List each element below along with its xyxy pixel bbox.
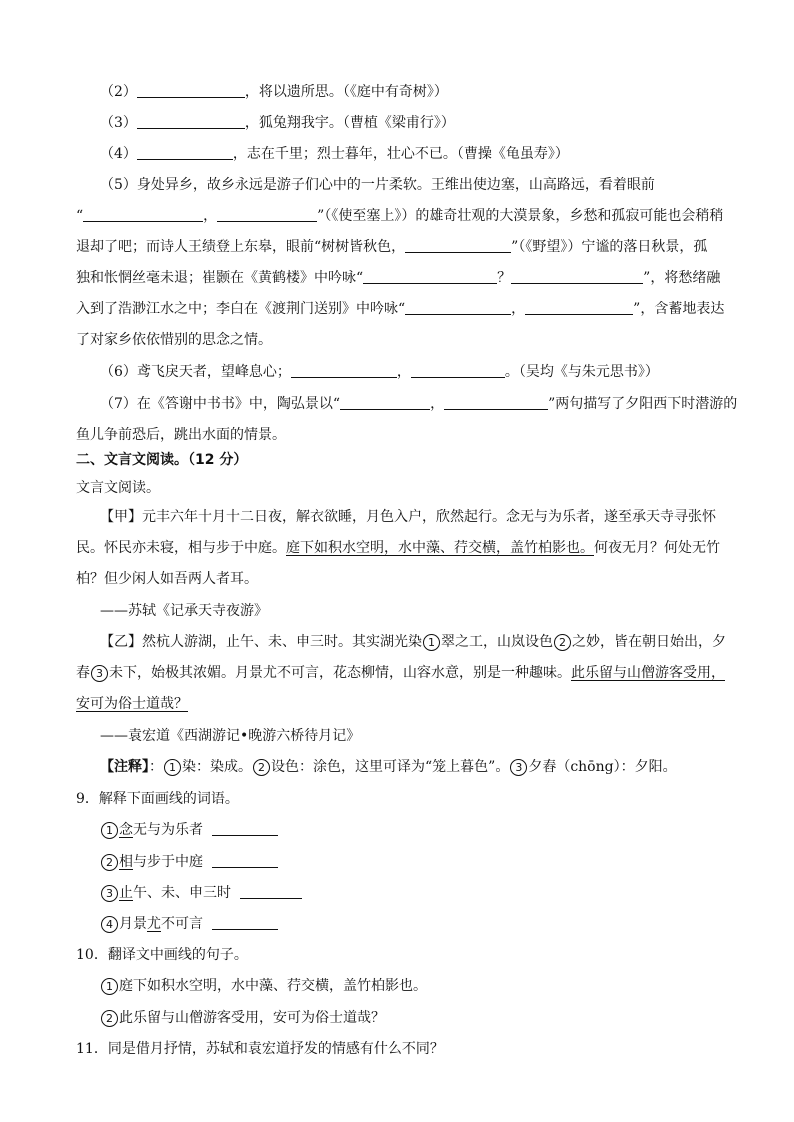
passage-text: 未下，始极其浓媚。月景尤不可言，花态柳情，山容水意，别是一种趣味。 (109, 665, 571, 681)
passage-text: 何夜无月？何处无竹 (594, 540, 720, 556)
answer-blank[interactable] (137, 144, 233, 160)
q8-item-5-line2 (76, 206, 723, 226)
passage-yi-line1 (100, 632, 726, 652)
circled-number: 1 (423, 634, 440, 651)
passage-jia-line1 (100, 507, 716, 527)
note-text: 夕舂（chōng）：夕阳。 (528, 759, 677, 775)
item-text: ，将以遗所思。（《庭中有奇树》） (244, 84, 448, 100)
q9-item-4 (100, 914, 278, 934)
item-number: （3） (100, 115, 137, 131)
q11-title: 11．同是借月抒情，苏轼和袁宏道抒发的情感有什么不同？ (76, 1041, 444, 1057)
answer-blank[interactable] (411, 362, 505, 378)
q8-item-3 (100, 113, 455, 133)
q8-item-7-line2 (76, 425, 286, 445)
answer-blank[interactable] (444, 394, 548, 410)
item-text: ”（《野望》）宁谧的落日秋景，孤 (511, 239, 708, 255)
answer-blank[interactable] (511, 268, 643, 284)
underlined-sentence: 庭下如积水空明，水中藻、荇交横，盖竹柏影也。 (286, 540, 594, 556)
item-text: 月景 (119, 916, 147, 932)
punct: ， (430, 396, 445, 412)
item-text: ，狐兔翔我宇。（曹植《梁甫行》） (244, 115, 455, 131)
q8-item-6 (100, 362, 659, 382)
item-text: （6）鸢飞戾天者，望峰息心； (100, 364, 291, 380)
passage-yi-line3 (76, 694, 188, 714)
passage-text: 【乙】然杭人游湖，止午、未、申三时。其实湖光染 (100, 634, 422, 650)
answer-blank[interactable] (217, 206, 317, 222)
q8-item-5-line5 (76, 299, 724, 319)
punct: ？ (497, 270, 512, 286)
answer-blank[interactable] (137, 113, 245, 129)
section-title: 二、文言文阅读。（12 分） (76, 452, 248, 468)
note-text: 设色：涂色，这里可译为“笼上暮色”。 (271, 759, 510, 775)
passage-jia-line2 (76, 538, 720, 558)
passage-yi-source: ——袁宏道《西湖游记•晚游六桥待月记》 (100, 728, 361, 744)
answer-blank[interactable] (83, 206, 203, 222)
punct: ， (203, 208, 218, 224)
q8-item-7-line1 (100, 394, 737, 414)
answer-blank[interactable] (405, 237, 511, 253)
item-text: ”，含蓄地表达 (633, 301, 725, 317)
item-text: 与步于中庭 (133, 854, 203, 870)
punct: ， (396, 364, 411, 380)
item-text: 退却了吧；而诗人王绩登上东皋，眼前“树树皆秋色， (76, 239, 406, 255)
item-text: 午、未、申三时 (133, 885, 231, 901)
q10-title: 10．翻译文中画线的句子。 (76, 947, 248, 963)
circled-number: 2 (253, 759, 270, 776)
passage-text: 民。怀民亦未寝，相与步于中庭。 (76, 540, 286, 556)
item-text: （7）在《答谢中书书》中，陶弘景以“ (100, 396, 341, 412)
quote-mark: “ (76, 208, 84, 224)
circled-number: 2 (554, 634, 571, 651)
circled-number: 2 (101, 1010, 118, 1027)
passage-jia-line3: 柏？但少闲人如吾两人者耳。 (76, 571, 258, 587)
circled-number: 3 (101, 885, 118, 902)
q8-item-5-line6 (76, 330, 272, 350)
underlined-word: 念 (119, 822, 133, 838)
q8-item-5-line3 (76, 237, 707, 257)
underlined-sentence: 安可为俗士道哉？ (76, 696, 188, 712)
sentence-text: 庭下如积水空明，水中藻、荇交横，盖竹柏影也。 (119, 978, 427, 994)
item-text: （5）身处异乡，故乡永远是游子们心中的一片柔软。王维出使边塞，山高路远，看着眼前 (100, 177, 655, 193)
item-text: ”（《使至塞上》）的雄奇壮观的大漠景象，乡愁和孤寂可能也会稍稍 (317, 208, 724, 224)
circled-number: 2 (101, 854, 118, 871)
q9-item-1 (100, 820, 278, 840)
answer-blank[interactable] (363, 268, 497, 284)
item-number: （2） (100, 84, 137, 100)
passage-jia-source: ——苏轼《记承天寺夜游》 (100, 603, 268, 619)
note-text: 染：染成。 (182, 759, 252, 775)
item-number: （4） (100, 146, 137, 162)
item-text: 了对家乡依依惜别的思念之情。 (76, 332, 272, 348)
answer-blank[interactable] (212, 852, 278, 868)
item-text: 鱼儿争前恐后，跳出水面的情景。 (76, 427, 286, 443)
item-text: 入到了浩渺江水之中；李白在《渡荆门送别》中吟咏“ (76, 301, 406, 317)
item-text: ”，将愁绪融 (643, 270, 721, 286)
q9-item-2 (100, 852, 278, 872)
circled-number: 4 (101, 916, 118, 933)
underlined-sentence: 此乐留与山僧游客受用， (571, 665, 725, 681)
q8-item-4 (100, 144, 569, 164)
underlined-word: 相 (119, 854, 133, 870)
answer-blank[interactable] (212, 820, 278, 836)
answer-blank[interactable] (212, 914, 278, 930)
punct: ， (511, 301, 526, 317)
underlined-word: 尤 (147, 916, 161, 932)
sentence-text: 此乐留与山僧游客受用，安可为俗士道哉？ (119, 1010, 385, 1026)
q9-title: 9．解释下面画线的词语。 (76, 791, 239, 807)
section-intro: 文言文阅读。 (76, 480, 160, 496)
passage-yi-line2 (76, 663, 725, 683)
passage-text: 【甲】元丰六年十月十二日夜，解衣欲睡，月色入户，欣然起行。念无与为乐者，遂至承天寺寻张怀 (100, 509, 716, 525)
circled-number: 1 (101, 822, 118, 839)
answer-blank[interactable] (240, 883, 302, 899)
q9-item-3 (100, 883, 302, 903)
answer-blank[interactable] (291, 362, 397, 378)
answer-blank[interactable] (340, 394, 430, 410)
annotation-note (100, 757, 677, 777)
q8-item-2 (100, 82, 448, 102)
answer-blank[interactable] (525, 299, 633, 315)
circled-number: 3 (91, 665, 108, 682)
circled-number: 1 (101, 978, 118, 995)
q10-sentence-1 (100, 976, 427, 996)
passage-text: 翠之工，山岚设色 (441, 634, 553, 650)
q8-item-5-line1 (100, 175, 655, 195)
q10-sentence-2 (100, 1008, 385, 1028)
item-text: ，志在千里；烈士暮年，壮心不已。（曹操《龟虽寿》） (232, 146, 569, 162)
item-text: 。（吴均《与朱元思书》） (504, 364, 659, 380)
passage-text: 之妙，皆在朝日始出，夕 (572, 634, 726, 650)
passage-text: 春 (76, 665, 90, 681)
circled-number: 1 (164, 759, 181, 776)
answer-blank[interactable] (137, 82, 245, 98)
note-label: 【注释】 (100, 759, 149, 775)
punct: ： (149, 759, 163, 775)
item-text: ”两句描写了夕阳西下时潜游的 (548, 396, 738, 412)
circled-number: 3 (510, 759, 527, 776)
answer-blank[interactable] (405, 299, 511, 315)
item-text: 独和怅惘丝毫未退；崔颢在《黄鹤楼》中吟咏“ (76, 270, 364, 286)
underlined-word: 止 (119, 885, 133, 901)
q8-item-5-line4 (76, 268, 720, 288)
item-text: 不可言 (161, 916, 203, 932)
item-text: 无与为乐者 (133, 822, 203, 838)
